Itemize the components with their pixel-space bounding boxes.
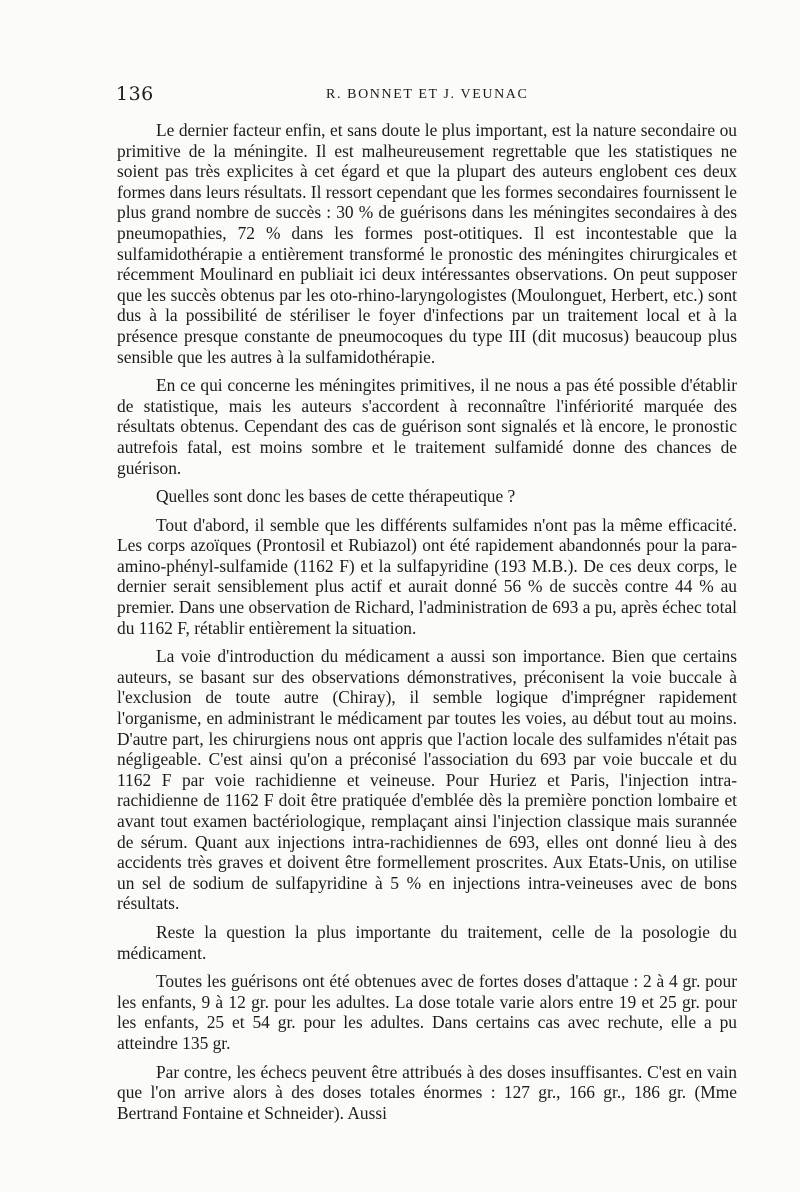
paragraph-posology-question: Reste la question la plus importante du traitement, celle de la posologie du médicament. [117, 921, 737, 963]
paragraph-route-of-administration: La voie d'introduction du médicament a aussi son importance. Bien que certains auteurs, se basant sur des observations démonstratives, préconisent la voie buccale à l'exclusion de toute autre (Chiray), il semble logique d'imprégner rapidement l'organisme, en administrant le médicament par toutes les voies, au début tout au moins. D'autre part, les chirurgiens nous ont appris que l'action locale des sulfamides n'était pas négligeable. C'est ainsi qu'on a préconisé l'association du 693 par voie buccale et du 1162 F par voie rachidienne et veineuse. Pour Huriez et Paris, l'injection intra-rachidienne de 1162 F doit être pratiquée d'emblée dès la première ponction lombaire et avant tout examen bactériologique, remplaçant ainsi l'injection classique mais surannée de sérum. Quant aux injections intra-rachidiennes de 693, elles ont donné lieu à des accidents très graves et doivent être formellement proscrites. Aux Etats-Unis, on utilise un sel de sodium de sulfapyridine à 5 % en injections intra-veineuses avec de bons résultats. [117, 646, 737, 914]
paragraph-question: Quelles sont donc les bases de cette thérapeutique ? [156, 486, 516, 507]
paragraph-failures: Par contre, les échecs peuvent être attribués à des doses insuffisantes. C'est en vain que l'on arrive alors à des doses totales énormes : 127 gr., 166 gr., 186 gr. (Mme Bertrand Fontaine et Schneider). Aussi [117, 1061, 737, 1123]
paragraph-sulfamides-efficacy: Tout d'abord, il semble que les différents sulfamides n'ont pas la même efficacité. Les corps azoïques (Prontosil et Rubiazol) ont été rapidement abandonnés pour la para-amino-phényl-sulfamide (1162 F) et la sulfapyridine (193 M.B.). De ces deux corps, le dernier serait sensiblement plus actif et aurait donné 56 % de succès contre 44 % au premier. Dans une observation de Richard, l'administration de 693 a pu, après échec total du 1162 F, rétablir entièrement la situation. [117, 514, 737, 638]
paragraph-primitive-meningitis: En ce qui concerne les méningites primitives, il ne nous a pas été possible d'établir de statistique, mais les auteurs s'accordent à reconnaître l'infériorité marquée des résultats obtenus. Cependant des cas de guérison sont signalés et là encore, le pronostic autrefois fatal, est moins sombre et le traitement sulfamidé donne des chances de guérison. [117, 375, 737, 478]
page-number: 136 [116, 83, 154, 105]
body-text [117, 120, 737, 1131]
paragraph-attack-doses: Toutes les guérisons ont été obtenues avec de fortes doses d'attaque : 2 à 4 gr. pour les enfants, 9 à 12 gr. pour les adultes. La dose totale varie alors entre 19 et 25 gr. pour les enfants, 25 et 54 gr. pour les adultes. Dans certains cas avec rechute, elle a pu atteindre 135 gr. [117, 971, 737, 1053]
paragraph-secondary-nature: Le dernier facteur enfin, et sans doute le plus important, est la nature secondaire ou primitive de la méningite. Il est malheureusement regrettable que les statistiques ne soient pas très explicites à cet égard et que la plupart des auteurs englobent ces deux formes dans leurs résultats. Il ressort cependant que les formes secondaires fournissent le plus grand nombre de succès : 30 % de guérisons dans les méningites secondaires à des pneumopathies, 72 % dans les formes post-otitiques. Il est incontestable que la sulfamidothérapie a entièrement transformé le pronostic des méningites chirurgicales et récemment Moulinard en publiait ici deux intéressantes observations. On peut supposer que les succès obtenus par les oto-rhino-laryngologistes (Moulonguet, Herbert, etc.) sont dus à la possibilité de stériliser le foyer d'infections par un traitement local et à la présence presque constante de pneumocoques du type III (dit mucosus) beaucoup plus sensible que les autres à la sulfamidothérapie. [117, 120, 737, 367]
running-head: R. BONNET ET J. VEUNAC [326, 87, 529, 102]
page-header [116, 83, 736, 107]
